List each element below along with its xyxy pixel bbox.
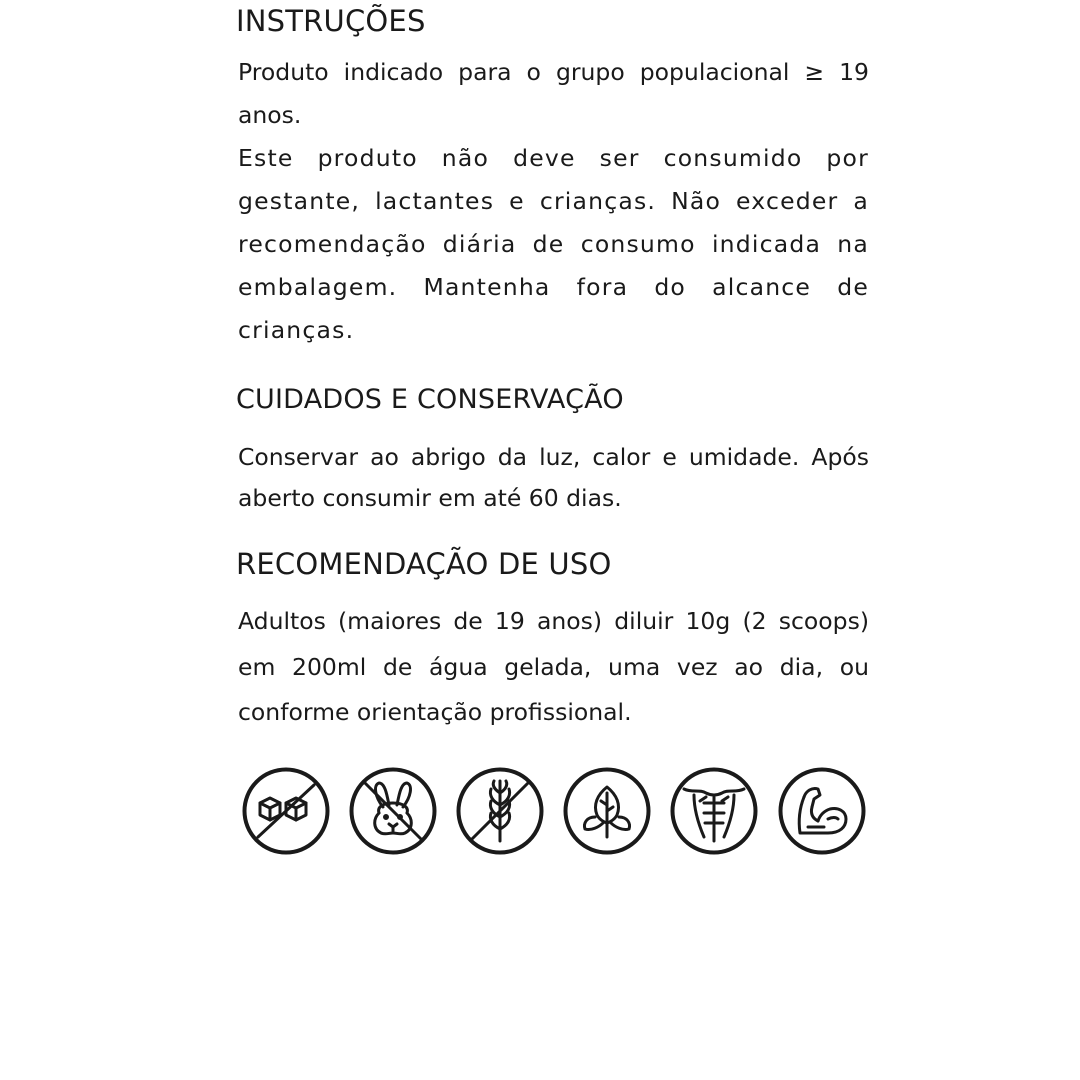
- gluten-free-icon: [456, 767, 544, 855]
- icon-row: [242, 767, 866, 855]
- abs-icon: [670, 767, 758, 855]
- vegan-icon: [563, 767, 651, 855]
- usage-text: Adultos (maiores de 19 anos) diluir 10g (2 scoops) em 200ml de água gelada, uma vez ao dia, ou conforme orientação profissional.: [238, 607, 869, 726]
- cruelty-free-icon: [349, 767, 437, 855]
- instructions-age-text: Produto indicado para o grupo populacional ≥ 19 anos.: [238, 58, 869, 129]
- instructions-heading: INSTRUÇÕES: [236, 4, 426, 38]
- instructions-warning-text: Este produto não deve ser consumido por gestante, lactantes e crianças. Não exceder a recomendação diária de consumo indicada na embalagem. Mantenha fora do alcance de crianças.: [238, 144, 869, 344]
- muscle-icon: [778, 767, 866, 855]
- usage-heading: RECOMENDAÇÃO DE USO: [236, 547, 612, 581]
- care-text: Conservar ao abrigo da luz, calor e umidade. Após aberto consumir em até 60 dias.: [238, 443, 869, 512]
- no-sugar-icon: [242, 767, 330, 855]
- care-heading: CUIDADOS E CONSERVAÇÃO: [236, 384, 624, 415]
